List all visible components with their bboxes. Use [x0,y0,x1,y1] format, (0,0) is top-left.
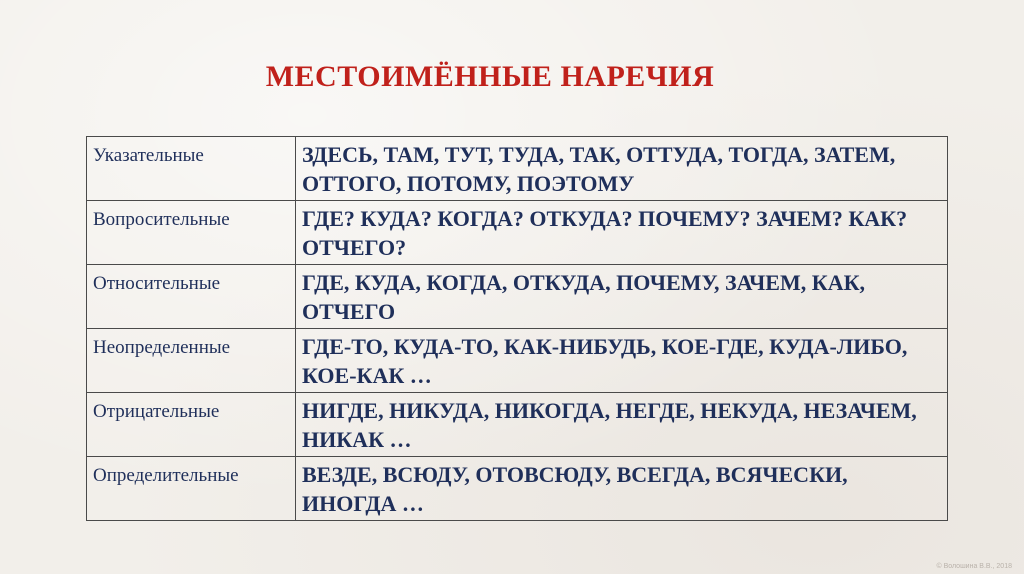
table-row [87,137,948,201]
adverb-type-cell: Отрицательные [87,393,296,457]
table-row [87,393,948,457]
adverb-examples-cell: ГДЕ-ТО, КУДА-ТО, КАК-НИБУДЬ, КОЕ-ГДЕ, КУДА-ЛИБО, КОЕ-КАК … [296,329,948,393]
adverb-type-cell: Вопросительные [87,201,296,265]
copyright-note: © Волошина В.В., 2018 [936,563,1012,570]
table-row [87,329,948,393]
adverb-type-cell: Указательные [87,137,296,201]
adverb-examples-cell: НИГДЕ, НИКУДА, НИКОГДА, НЕГДЕ, НЕКУДА, НЕЗАЧЕМ, НИКАК … [296,393,948,457]
table-row [87,457,948,521]
adverbs-table [86,136,948,521]
table-row [87,265,948,329]
adverb-examples-cell: ГДЕ? КУДА? КОГДА? ОТКУДА? ПОЧЕМУ? ЗАЧЕМ? КАК? ОТЧЕГО? [296,201,948,265]
adverb-type-cell: Относительные [87,265,296,329]
adverb-type-cell: Определительные [87,457,296,521]
adverb-examples-cell: ВЕЗДЕ, ВСЮДУ, ОТОВСЮДУ, ВСЕГДА, ВСЯЧЕСКИ, ИНОГДА … [296,457,948,521]
table-row [87,201,948,265]
adverb-examples-cell: ГДЕ, КУДА, КОГДА, ОТКУДА, ПОЧЕМУ, ЗАЧЕМ, КАК, ОТЧЕГО [296,265,948,329]
adverb-type-cell: Неопределенные [87,329,296,393]
adverb-examples-cell: ЗДЕСЬ, ТАМ, ТУТ, ТУДА, ТАК, ОТТУДА, ТОГДА, ЗАТЕМ, ОТТОГО, ПОТОМУ, ПОЭТОМУ [296,137,948,201]
slide-title: МЕСТОИМЁННЫЕ НАРЕЧИЯ [265,60,715,93]
